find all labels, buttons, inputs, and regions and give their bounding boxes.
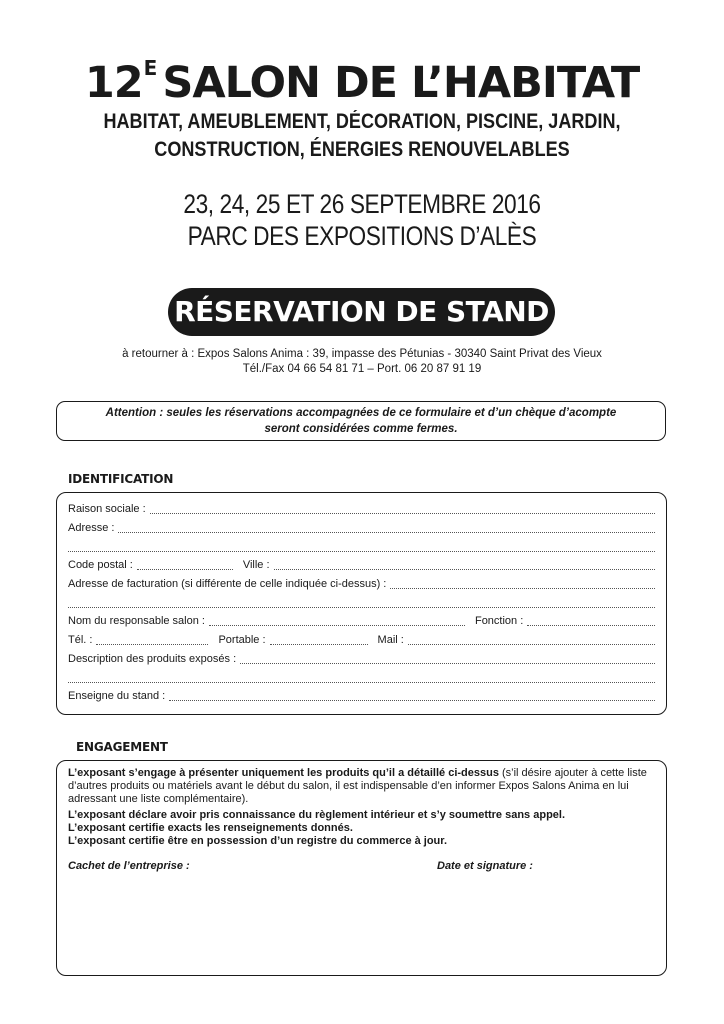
portable-line[interactable]	[270, 634, 368, 645]
engagement-paragraph-2: L’exposant déclare avoir pris connaissance du règlement intérieur et s’y soumettre sans appel.	[68, 808, 566, 821]
attention-line-1: Attention : seules les réservations accompagnées de ce formulaire et d’un chèque d’acompte	[105, 407, 617, 419]
event-dates	[58, 188, 666, 252]
mail-line[interactable]	[408, 634, 655, 645]
tel-line[interactable]	[96, 634, 208, 645]
adresse-field[interactable]	[68, 519, 655, 535]
portable-label: Portable :	[218, 634, 266, 646]
adresse-label: Adresse :	[68, 522, 115, 534]
raison-sociale-field[interactable]	[68, 500, 655, 516]
enseigne-label: Enseigne du stand :	[68, 690, 166, 702]
description-field[interactable]	[68, 650, 655, 666]
subtitle-line-2: CONSTRUCTION, ÉNERGIES RENOUVELABLES	[154, 138, 570, 161]
code-postal-line[interactable]	[137, 559, 233, 570]
nom-responsable-line[interactable]	[209, 615, 465, 626]
adresse-facturation-label: Adresse de facturation (si différente de celle indiquée ci-dessus) :	[68, 578, 387, 590]
dates-line: 23, 24, 25 ET 26 SEPTEMBRE 2016	[183, 189, 541, 219]
mail-label: Mail :	[377, 634, 404, 646]
adresse-facturation-field-2[interactable]	[68, 594, 655, 610]
title-text: SALON DE L’HABITAT	[162, 58, 640, 108]
attention-line-2: seront considérées comme fermes.	[264, 423, 458, 435]
title-superscript: E	[143, 56, 157, 80]
signature-area[interactable]	[68, 880, 655, 966]
engagement-text	[68, 767, 658, 848]
subtitle	[51, 108, 674, 164]
adresse-field-2[interactable]	[68, 538, 655, 554]
adresse-facturation-line-2[interactable]	[68, 597, 655, 608]
enseigne-field[interactable]	[68, 687, 655, 703]
adresse-line-2[interactable]	[68, 541, 655, 552]
address-line-2: Tél./Fax 04 66 54 81 71 – Port. 06 20 87 91 19	[242, 363, 482, 375]
adresse-facturation-field[interactable]	[68, 575, 655, 591]
engagement-p1-rest: (s’il désire ajouter à cette liste d’autres produits ou matériels avant le début du salon, il est indispensable d’en informer Expos Salons Anima en lui adressant une liste complémentaire).	[68, 767, 647, 806]
ville-label: Ville :	[242, 559, 270, 571]
page-title	[0, 42, 724, 109]
identification-heading: IDENTIFICATION	[68, 472, 174, 486]
date-signature-label: Date et signature :	[437, 860, 533, 872]
code-postal-label: Code postal :	[68, 559, 133, 571]
ville-line[interactable]	[274, 559, 655, 570]
raison-sociale-line[interactable]	[150, 503, 655, 514]
attention-notice	[56, 401, 666, 441]
venue-line: PARC DES EXPOSITIONS D’ALÈS	[187, 221, 537, 251]
title-number: 12	[84, 58, 143, 108]
address-line-1: à retourner à : Expos Salons Anima : 39, impasse des Pétunias - 30340 Saint Privat des Vieux	[122, 348, 602, 360]
engagement-p1-bold: L’exposant s’engage à présenter uniquement les produits qu’il a détaillé ci-dessus	[68, 767, 499, 779]
engagement-paragraph-3: L’exposant certifie exacts les renseignements donnés.	[68, 821, 353, 834]
fonction-line[interactable]	[527, 615, 655, 626]
raison-sociale-label: Raison sociale :	[68, 503, 146, 515]
description-line-2[interactable]	[68, 672, 655, 683]
subtitle-line-1: HABITAT, AMEUBLEMENT, DÉCORATION, PISCINE, JARDIN,	[103, 110, 621, 133]
description-label: Description des produits exposés :	[68, 653, 237, 665]
tel-label: Tél. :	[68, 634, 93, 646]
adresse-line[interactable]	[118, 522, 655, 533]
code-postal-ville-row	[68, 556, 655, 572]
adresse-facturation-line[interactable]	[390, 578, 655, 589]
description-line[interactable]	[240, 653, 655, 664]
contact-row	[68, 631, 655, 647]
fonction-label: Fonction :	[474, 615, 524, 627]
engagement-paragraph-1	[68, 767, 658, 807]
reservation-banner: RÉSERVATION DE STAND	[168, 288, 555, 336]
nom-responsable-label: Nom du responsable salon :	[68, 615, 205, 627]
responsable-row	[68, 612, 655, 628]
return-address	[0, 347, 724, 377]
engagement-paragraph-4: L’exposant certifie être en possession d’un registre du commerce à jour.	[68, 835, 448, 848]
description-field-2[interactable]	[68, 669, 655, 685]
cachet-label: Cachet de l’entreprise :	[68, 860, 190, 872]
engagement-heading: ENGAGEMENT	[76, 740, 168, 754]
enseigne-line[interactable]	[169, 690, 655, 701]
